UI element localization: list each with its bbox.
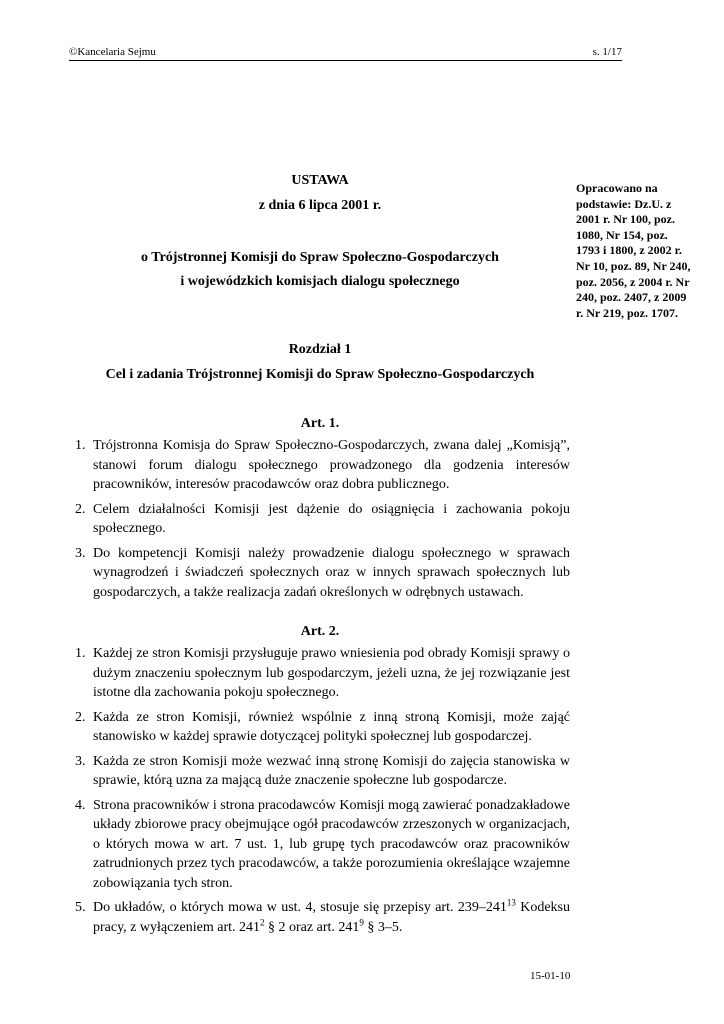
paragraph-number: 3. xyxy=(75,545,86,561)
article-2-heading: Art. 2. xyxy=(300,624,340,639)
chapter-label: Rozdział 1 xyxy=(288,342,352,357)
paragraph-text: Każda ze stron Komisji, również wspólnie z inną stroną Komisji, może zająć stanowisko w każdej sprawie dotyczącej polityki społecznej lub gospodarczej. xyxy=(93,709,570,744)
paragraph-text-part: § 3–5. xyxy=(363,919,403,935)
article-1-paragraph-2 xyxy=(75,500,570,539)
paragraph-number: 5. xyxy=(75,900,86,915)
paragraph-text-part: Kodeksu pracy, z wyłączeniem art. 241 xyxy=(93,900,570,935)
article-2-body xyxy=(75,644,570,942)
article-2-paragraph-3 xyxy=(75,752,570,791)
paragraph-text: Każdej ze stron Komisji przysługuje prawo wniesienia pod obrady Komisji sprawy o dużym znaczeniu społecznym lub gospodarczym, jeżeli uzna, że jej rozwiązanie jest istotne dla zachowania pokoju społecznego. xyxy=(93,646,570,700)
paragraph-number: 4. xyxy=(75,797,86,813)
article-1-body xyxy=(75,436,570,607)
paragraph-number: 2. xyxy=(75,501,86,517)
chapter-title: Cel i zadania Trójstronnej Komisji do Spraw Społeczno-Gospodarczych xyxy=(105,367,535,382)
act-subject-line-2: i wojewódzkich komisjach dialogu społecznego xyxy=(180,274,460,289)
paragraph-text-part: § 2 oraz art. 241 xyxy=(264,919,360,935)
act-subject xyxy=(90,246,550,294)
article-2-paragraph-5 xyxy=(75,898,570,937)
article-1-heading: Art. 1. xyxy=(300,416,340,431)
article-1-paragraph-1 xyxy=(75,436,570,495)
page-footer-date: 15-01-10 xyxy=(530,970,571,982)
article-2-paragraph-2 xyxy=(75,708,570,747)
paragraph-text: Trójstronna Komisja do Spraw Społeczno-Gospodarczych, zwana dalej „Komisją”, stanowi forum dialogu społecznego prowadzonego dla godzenia interesów pracowników, interesów pracodawców oraz dobra publicznego. xyxy=(93,438,570,492)
superscript: 2 xyxy=(260,916,265,927)
paragraph-number: 1. xyxy=(75,438,86,453)
superscript: 9 xyxy=(359,916,364,927)
act-type: USTAWA xyxy=(291,173,349,188)
paragraph-text: Każda ze stron Komisji może wezwać inną stronę Komisji do zajęcia stanowiska w sprawie, którą uzna za mającą duże znaczenie społeczne lub gospodarcze. xyxy=(93,753,570,788)
paragraph-number: 1. xyxy=(75,646,86,661)
source-note: Opracowano na podstawie: Dz.U. z 2001 r. Nr 100, poz. 1080, Nr 154, poz. 1793 i 1800, z 2002 r. Nr 10, poz. 89, Nr 240, poz. 2056, z 2004 r. Nr 240, poz. 2407, z 2009 r. Nr 219, poz. 1707. xyxy=(576,181,691,320)
article-2-paragraph-1 xyxy=(75,644,570,703)
page-header xyxy=(69,46,622,61)
paragraph-number: 2. xyxy=(75,709,86,725)
act-date: z dnia 6 lipca 2001 r. xyxy=(258,198,382,213)
publisher-label: ©Kancelaria Sejmu xyxy=(69,46,156,58)
paragraph-text: Strona pracowników i strona pracodawców Komisji mogą zawierać ponadzakładowe układy zbiorowe pracy obejmujące ogół pracodawców zrzeszonych w organizacjach, o których mowa w art. 7 ust. 1, lub grupę tych pracodawców oraz pracowników zatrudnionych przez tych pracodawców, a także porozumienia określające wzajemne zobowiązania tych stron. xyxy=(93,797,570,891)
page-number: s. 1/17 xyxy=(592,46,622,58)
article-1-paragraph-3 xyxy=(75,544,570,603)
article-2-paragraph-4 xyxy=(75,796,570,894)
paragraph-number: 3. xyxy=(75,753,86,769)
act-subject-line-1: o Trójstronnej Komisji do Spraw Społeczno-Gospodarczych xyxy=(141,250,499,265)
superscript: 13 xyxy=(506,897,516,908)
paragraph-text: Celem działalności Komisji jest dążenie do osiągnięcia i zachowania pokoju społecznego. xyxy=(93,501,570,536)
paragraph-text-part: Do układów, o których mowa w ust. 4, stosuje się przepisy art. 239–241 xyxy=(93,900,507,915)
paragraph-text: Do kompetencji Komisji należy prowadzenie dialogu społecznego w sprawach wynagrodzeń i świadczeń społecznych oraz w innych sprawach społecznych lub gospodarczych, a także realizacja zadań określonych w odrębnych ustawach. xyxy=(93,545,570,600)
